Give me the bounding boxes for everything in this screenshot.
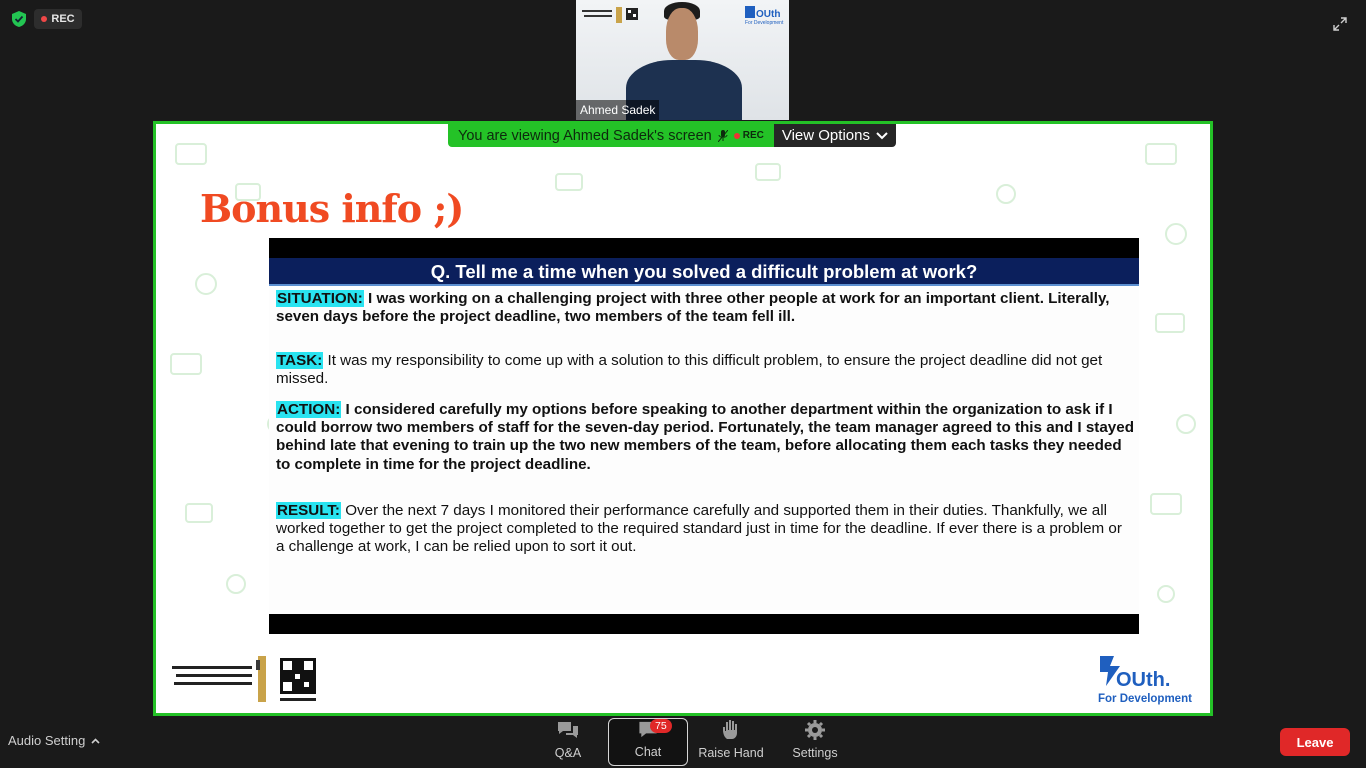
participant-name: Ahmed Sadek [576,100,659,120]
mic-muted-icon [718,130,728,142]
recording-label: REC [51,13,75,25]
result-label: RESULT: [277,502,340,519]
youth-for-development-logo [1096,652,1201,706]
banner-rec-indicator [734,130,764,141]
svg-text:For Development: For Development [745,20,784,26]
share-banner [448,124,896,147]
slide-bottom-bar [269,614,1139,634]
situation-text: I was working on a challenging project with three other people at work for an important client. Literally, seven days before the project deadline, two members of the team fell ill. [276,290,1110,326]
raise-hand-label: Raise Hand [698,746,764,760]
slide-question: Q. Tell me a time when you solved a difficult problem at work? [269,258,1139,286]
viewing-text: You are viewing Ahmed Sadek's screen [458,127,712,144]
ministry-logo-icon [580,4,640,26]
youth-logo-icon [743,4,785,26]
task-paragraph [276,352,1134,388]
result-text: Over the next 7 days I monitored their performance carefully and supported them in their duties. Thankfully, we all worked together to get the project completed to the required standard just in time for the deadline. If ever there is a problem or a challenge at work, I can be relied upon to sort it out. [276,502,1122,556]
participant-head [666,8,698,60]
chevron-up-icon [91,738,100,744]
settings-label: Settings [792,746,838,760]
task-label: TASK: [277,352,323,369]
action-paragraph [276,401,1134,474]
action-label: ACTION: [277,401,341,418]
meeting-toolbar [0,716,1366,768]
gear-icon [803,719,827,741]
viewing-screen-notice [448,124,774,147]
ministry-logo-icon [170,652,320,706]
recording-indicator[interactable] [34,9,82,29]
youth-brand-text: OUth. [1116,669,1171,691]
qa-label: Q&A [554,746,582,760]
settings-button[interactable] [775,718,855,766]
raise-hand-button[interactable] [691,718,771,766]
action-text: I considered carefully my options before speaking to another department within the organization to ask if I could borrow two members of staff for the seven-day period. Fortunately, the team manager agreed to this and I stayed behind late that evening to train up the two new members of the team, before allocating them each tasks they needed to complete in time for the project deadline. [276,401,1134,473]
participant-video[interactable] [576,0,789,120]
result-paragraph [276,502,1134,557]
record-dot-icon [734,133,740,139]
shield-icon[interactable] [10,10,28,28]
slide-title: Bonus info ;) [200,186,464,231]
youth-logo-icon [1096,652,1201,706]
leave-button[interactable]: Leave [1280,728,1350,756]
view-options-label: View Options [781,127,870,144]
slide-content [269,238,1139,634]
task-text: It was my responsibility to come up with a solution to this difficult problem, to ensure the project deadline did not get missed. [276,352,1103,388]
audio-setting-label: Audio Setting [8,733,86,748]
svg-text:OUth: OUth [756,9,781,20]
situation-label: SITUATION: [277,290,363,307]
slide-top-bar [269,238,1139,258]
chat-label: Chat [634,745,662,759]
view-options-button[interactable] [774,124,896,147]
chat-button[interactable] [608,718,688,766]
banner-rec-label: REC [742,130,764,141]
qa-button[interactable] [528,718,608,766]
shared-screen[interactable] [153,121,1213,716]
record-dot-icon [41,16,47,22]
fullscreen-icon[interactable] [1332,16,1348,32]
youth-tagline-text: For Development [1098,693,1192,705]
chevron-down-icon [876,132,888,140]
qa-icon [556,719,580,741]
audio-setting-button[interactable] [8,733,100,748]
situation-paragraph [276,290,1134,326]
chat-unread-badge: 75 [650,719,672,733]
raise-hand-icon [719,719,743,741]
